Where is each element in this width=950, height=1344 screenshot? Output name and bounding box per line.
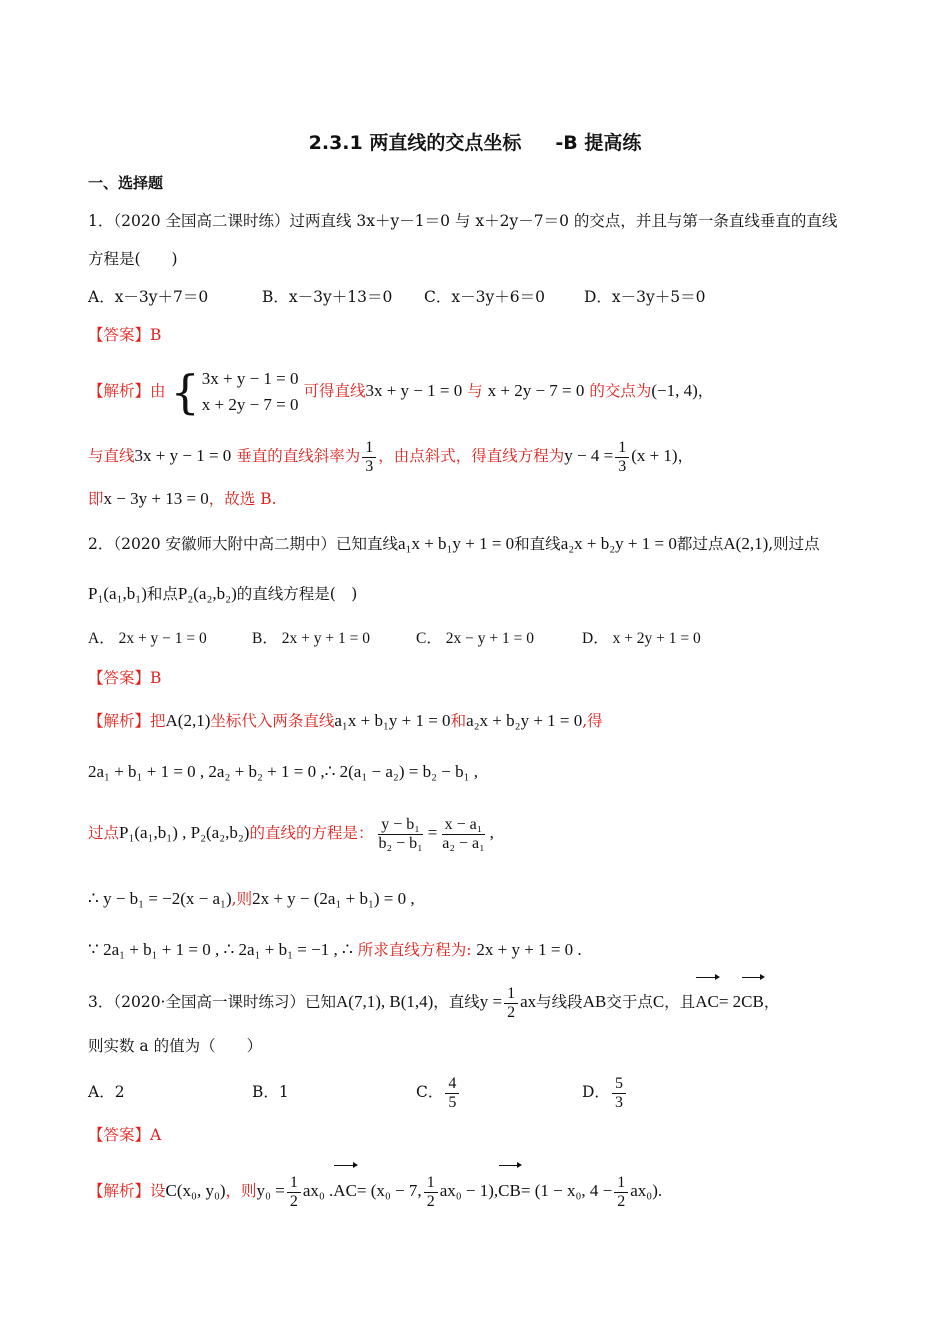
q2-stem-line2 [88,583,357,605]
q3-stem-math: = 2 [718,992,742,1011]
q2-answer: 【答案】B [88,669,162,687]
vector-ac: AC [333,1168,357,1214]
q2-sol-math: P₁(a₁,b₁) , P₂(a₂,b₂) [119,823,250,842]
q1-stem-line2: 方程是( ) [88,250,178,268]
q2-stem-text: 都过点 [676,535,724,553]
q2-option-d: D． x + 2y + 1 = 0 [582,630,701,647]
q3-stem-fraction [504,985,518,1022]
q3-sol-fraction [287,1174,301,1211]
vector-cb: CB [741,980,764,1024]
q3-sol-math: = (x₀ − 7, [356,1181,422,1200]
q1-sol-text: 与 [467,382,483,400]
q1-sol-text: 即 [88,490,104,508]
q3-sol-math: = (1 − x₀, 4 − [520,1181,613,1200]
q3-stem-math: ax [520,992,537,1011]
fraction-numerator: 5 [612,1075,626,1094]
q3-option-b: B．1 [252,1083,289,1101]
q1-sol-math: 3x + y − 1 = 0 [134,446,232,465]
fraction-denominator: b₂ − b₁ [378,834,423,852]
q3-sol-fraction [424,1174,438,1211]
q3-sol-text: 【解析】设 [88,1182,166,1200]
q1-solution-label: 【解析】由 [88,382,166,400]
fraction-numerator: 1 [424,1174,438,1193]
title-suffix: -B 提高练 [555,132,642,154]
q2-sol-text: 的直线的方程是： [249,824,374,842]
fraction-denominator: 2 [507,1003,516,1021]
q2-option-c: C． 2x − y + 1 = 0 [416,630,534,647]
fraction-numerator: 1 [362,439,376,458]
q1-option-b: B．x－3y＋13＝0 [262,288,393,306]
q2-option-a: A． 2x + y − 1 = 0 [88,630,207,647]
q3-option-d-fraction [612,1075,626,1112]
q1-option-a: A．x－3y＋7＝0 [88,288,209,306]
q1-stem-line1: 1．（2020 全国高二课时练）过两直线 3x＋y－1＝0 与 x＋2y－7＝0 的交点，并且与第一条直线垂直的直线 [88,212,838,230]
q1-sol-math: x − 3y + 13 = 0 [103,489,209,508]
q1-sol-math: y − 4 = [564,446,614,465]
q2-solution-line4 [88,888,415,910]
q3-sol-math: y₀ = [256,1181,285,1200]
q1-solution-line1 [88,363,713,419]
fraction-numerator: 4 [445,1075,459,1094]
q2-option-b: B． 2x + y + 1 = 0 [252,630,370,647]
fraction-numerator: 1 [615,439,629,458]
q3-stem-text: 3．（2020·全国高一课时练习）已知 [88,993,336,1011]
q2-solution-line3 [88,810,494,856]
q3-stem-math: A(7,1), B(1,4) [336,992,434,1011]
q1-line-fraction [615,439,629,476]
q3-stem-math: AB [582,992,607,1011]
q1-sol-text: 垂直的直线斜率为 [236,447,361,465]
fraction-denominator: 2 [289,1192,298,1210]
q2-sol-math: 2x + y − (2a₁ + b₁) = 0 , [252,889,415,908]
q3-option-c-label: C． [416,1083,444,1101]
q2-sol-math: = [427,823,438,842]
q1-answer: 【答案】B [88,326,162,344]
q1-sol-math: (−1, 4) [651,381,698,400]
q3-solution-line1 [88,1168,662,1214]
fraction-numerator: y − b₁ [378,816,423,835]
q1-sol-text: 与直线 [88,447,135,465]
q1-slope-fraction [362,439,376,476]
q3-stem-text: 与线段 [536,993,583,1011]
fraction-numerator: 1 [614,1174,628,1193]
q2-stem-math: P₁(a₁,b₁) [88,584,147,603]
q2-line-fraction-x [439,816,487,853]
q2-stem-line1 [88,533,820,555]
fraction-denominator: 2 [426,1192,435,1210]
q1-solution-line3 [88,488,277,510]
q1-option-d: D．x－3y＋5＝0 [584,288,706,306]
q3-stem-line1 [88,980,779,1024]
q2-stem-math: P₂(a₂,b₂) [177,584,237,603]
q2-stem-math: a₁x + b₁y + 1 = 0 [398,534,515,553]
q3-stem-text: ，且 [664,993,696,1011]
q3-stem-text: ， [763,993,780,1011]
q2-stem-text: 2．（2020 安徽师大附中高二期中）已知直线 [88,535,398,553]
q3-sol-math: C(x₀, y₀) [165,1181,226,1200]
q2-sol-text: 和 [450,712,467,730]
fraction-numerator: x − a₁ [442,816,486,835]
q3-sol-fraction [614,1174,628,1211]
q2-stem-math: a₂x + b₂y + 1 = 0 [560,534,677,553]
q1-sol-text: ，故选 B. [208,490,277,508]
q2-sol-math: a₂x + b₂y + 1 = 0 [466,711,583,730]
q2-sol-text: 坐标代入两条直线 [210,712,335,730]
fraction-denominator: 3 [618,457,627,475]
vector-ac: AC [695,980,719,1024]
q1-sol-text: 可得直线 [303,382,366,400]
q2-stem-text: 和点 [146,585,178,603]
q1-sol-math: x + 2y − 7 = 0 [487,381,585,400]
q3-sol-text: ，则 [225,1182,257,1200]
q2-solution-line5 [88,939,582,961]
q3-sol-math: ax₀ . [302,1181,334,1200]
q1-solution-line2 [88,434,693,478]
q2-sol-math: ∵ 2a₁ + b₁ + 1 = 0 , ∴ 2a₁ + b₁ = −1 , ∴ [88,940,353,959]
q2-sol-text: ,则 [231,890,253,908]
q3-sol-math: ax₀). [630,1181,663,1200]
q2-sol-text: ,得 [582,712,603,730]
q3-stem-math: C [652,992,665,1011]
q2-sol-math: ∴ y − b₁ = −2(x − a₁) [88,889,232,908]
q3-answer: 【答案】A [88,1126,162,1144]
q1-sol-punct: ， [697,382,714,400]
q3-stem-math: y = [479,992,503,1011]
q1-system-row1: 3x + y − 1 = 0 [201,369,299,388]
q2-stem-text: 的直线方程是( ) [236,585,358,603]
q3-stem-line2: 则实数 a 的值为（ ） [88,1037,263,1055]
q3-option-c [416,1070,461,1114]
fraction-denominator: 3 [614,1093,623,1111]
q1-system-row2: x + 2y − 7 = 0 [201,395,299,414]
q2-sol-text: 过点 [88,824,120,842]
q2-solution-line1 [88,710,603,732]
q3-option-d [582,1070,628,1114]
q2-stem-text: ,则过点 [768,535,820,553]
q2-sol-math: 2x + y + 1 = 0 . [476,940,582,959]
q1-sol-math: (x + 1) [631,446,678,465]
q1-sol-math: 3x + y − 1 = 0 [365,381,463,400]
q3-option-d-label: D． [582,1083,610,1101]
q2-sol-text: 【解析】把 [88,712,166,730]
fraction-denominator: 3 [365,457,374,475]
fraction-numerator: 1 [504,985,518,1004]
page-title [0,128,950,155]
q1-sol-text: 的交点为 [589,382,652,400]
fraction-denominator: 2 [617,1192,626,1210]
fraction-denominator: a₂ − a₁ [442,834,485,852]
q2-solution-line2: 2a₁ + b₁ + 1 = 0 , 2a₂ + b₂ + 1 = 0 ,∴ 2(a₁ − a₂) = b₂ − b₁ , [88,762,479,781]
q3-stem-text: 交于点 [606,993,653,1011]
title-main: 2.3.1 两直线的交点坐标 [308,132,522,154]
q2-sol-text: 所求直线方程为: [357,941,472,959]
q2-sol-math: a₁x + b₁y + 1 = 0 [334,711,451,730]
q3-sol-math: ax₀ − 1), [439,1181,499,1200]
q2-sol-math: , [489,823,494,842]
q2-stem-math: A(2,1) [723,534,769,553]
q2-line-fraction-y [376,816,426,853]
q1-sol-text: ，由点斜式，得直线方程为 [378,447,565,465]
section-heading: 一、选择题 [88,174,164,192]
q3-option-c-fraction [445,1075,459,1112]
q3-option-a: A．2 [88,1083,125,1101]
q3-stem-text: ，直线 [433,993,480,1011]
q2-sol-math: A(2,1) [165,711,211,730]
q1-equation-system: { 3x + y − 1 = 0 x + 2y − 7 = 0 [170,365,299,419]
fraction-numerator: 1 [287,1174,301,1193]
q2-stem-text: 和直线 [514,535,561,553]
fraction-denominator: 5 [448,1093,457,1111]
vector-cb: CB [498,1168,521,1214]
q1-sol-punct: ， [677,447,694,465]
q1-option-c: C．x－3y＋6＝0 [424,288,545,306]
